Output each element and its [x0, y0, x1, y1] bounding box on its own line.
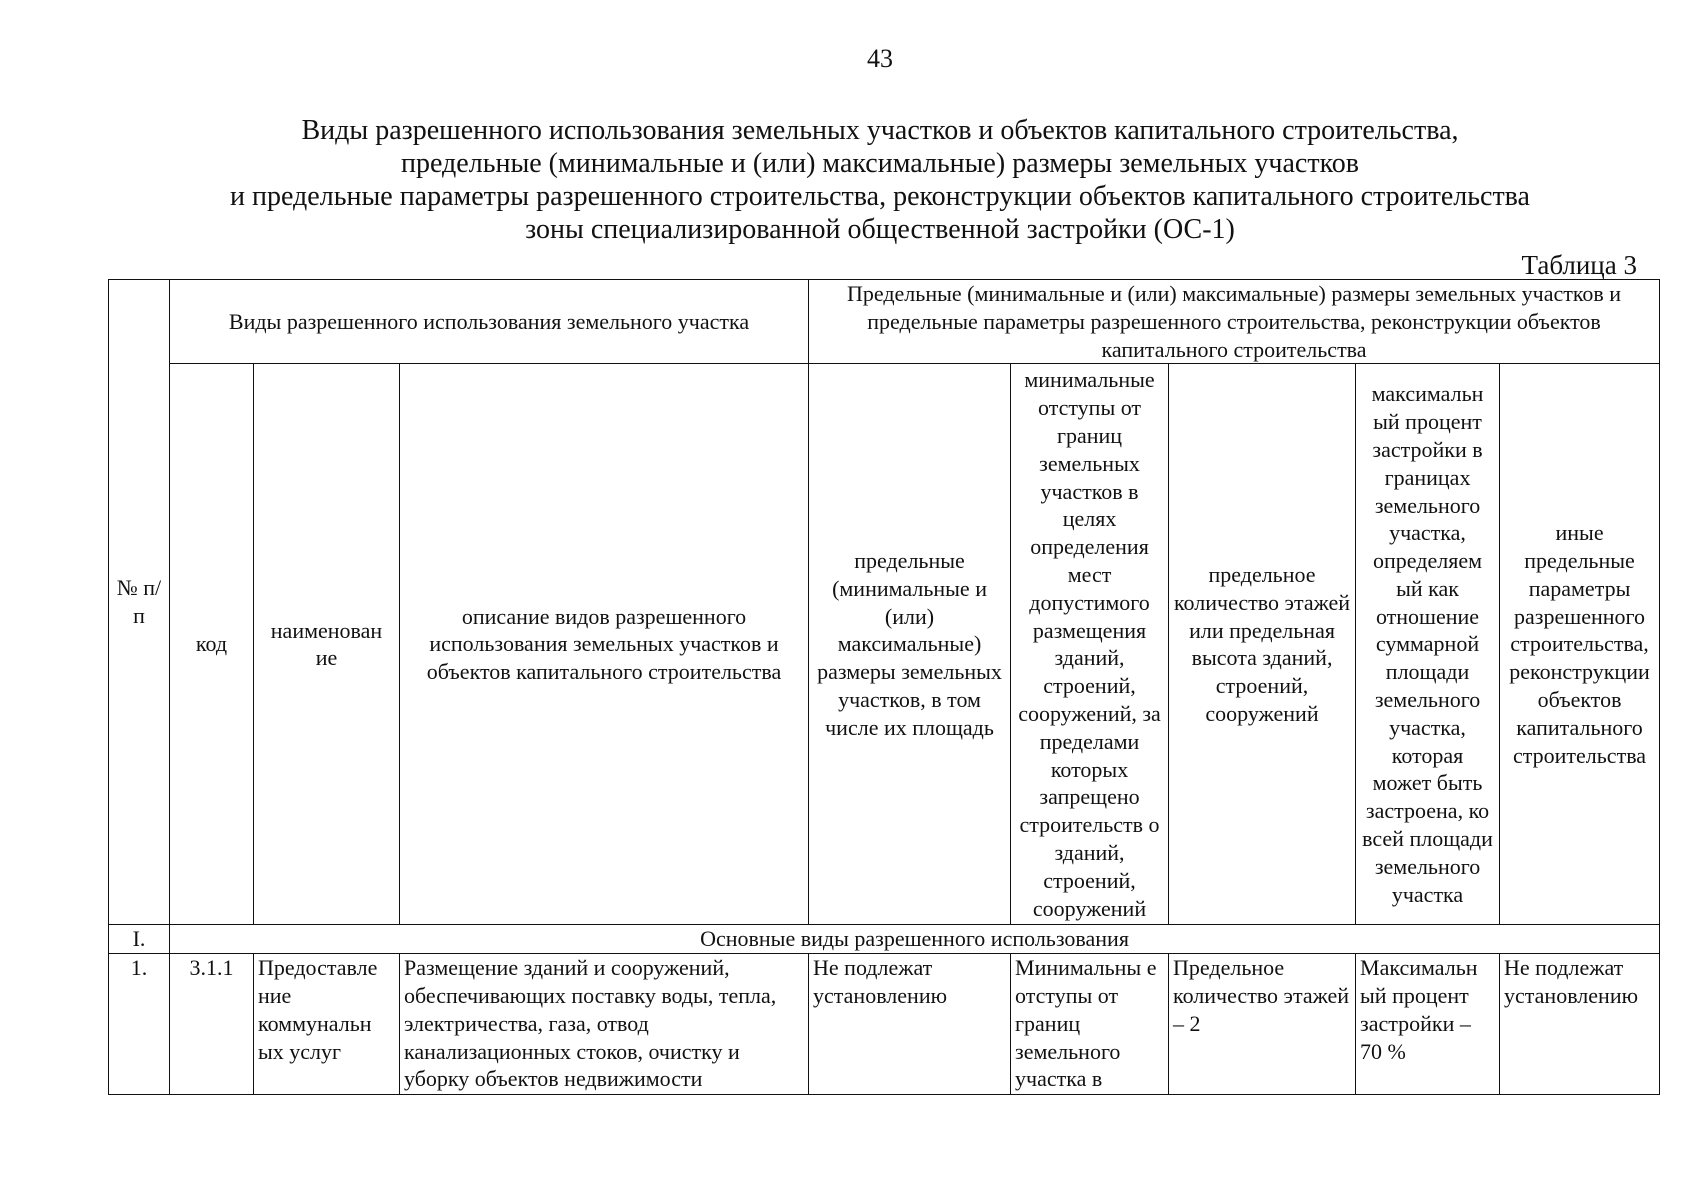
section-title: Основные виды разрешенного использования: [170, 925, 1660, 954]
title-line-1: Виды разрешенного использования земельных участков и объектов капитального строительства,: [301, 115, 1459, 146]
title-line-2: предельные (минимальные и (или) максимальные) размеры земельных участков: [401, 148, 1359, 179]
zoning-table: [108, 279, 1660, 1095]
header-description: описание видов разрешенного использования земельных участков и объектов капитального строительства: [400, 364, 809, 925]
header-sizes: предельные (минимальные и (или) максимальные) размеры земельных участков, в том числе их площадь: [809, 364, 1011, 925]
row-num: 1.: [109, 954, 170, 1095]
title-line-3: и предельные параметры разрешенного строительства, реконструкции объектов капитального строительства: [230, 181, 1530, 212]
table-caption: Таблица 3: [1521, 250, 1637, 280]
header-setbacks: минимальные отступы от границ земельных участков в целях определения мест допустимого размещения зданий, строений, сооружений, за пределами которых запрещено строительств о зданий, строений, сооружений: [1011, 364, 1169, 925]
row-floors: Предельное количество этажей – 2: [1169, 954, 1356, 1095]
row-sizes: Не подлежат установлению: [809, 954, 1011, 1095]
row-name: Предоставле ние коммунальн ых услуг: [254, 954, 400, 1095]
row-coverage: Максимальн ый процент застройки – 70 %: [1356, 954, 1500, 1095]
header-num: № п/п: [109, 280, 170, 925]
header-name: наименован ие: [254, 364, 400, 925]
header-group-left: Виды разрешенного использования земельного участка: [170, 280, 809, 364]
row-setbacks: Минимальны е отступы от границ земельного участка в: [1011, 954, 1169, 1095]
header-floors: предельное количество этажей или предельная высота зданий, строений, сооружений: [1169, 364, 1356, 925]
header-row-1: [109, 280, 1660, 364]
section-num: I.: [109, 925, 170, 954]
header-row-2: [109, 364, 1660, 925]
table-row: [109, 954, 1660, 1095]
header-coverage: максимальн ый процент застройки в границах земельного участка, определяем ый как отношение суммарной площади земельного участка, которая может быть застроена, ко всей площади земельного участка: [1356, 364, 1500, 925]
section-row: [109, 925, 1660, 954]
row-description: Размещение зданий и сооружений, обеспечивающих поставку воды, тепла, электричества, газа, отвод канализационных стоков, очистку и уборку объектов недвижимости: [400, 954, 809, 1095]
header-other: иные предельные параметры разрешенного строительства, реконструкции объектов капитального строительства: [1500, 364, 1660, 925]
document-title: [0, 114, 1697, 246]
header-code: код: [170, 364, 254, 925]
row-other: Не подлежат установлению: [1500, 954, 1660, 1095]
page-number: 43: [867, 44, 893, 73]
row-code: 3.1.1: [170, 954, 254, 1095]
title-line-4: зоны специализированной общественной застройки (ОС-1): [525, 214, 1235, 245]
header-group-right: Предельные (минимальные и (или) максимальные) размеры земельных участков и предельные параметры разрешенного строительства, реконструкции объектов капитального строительства: [809, 280, 1660, 364]
